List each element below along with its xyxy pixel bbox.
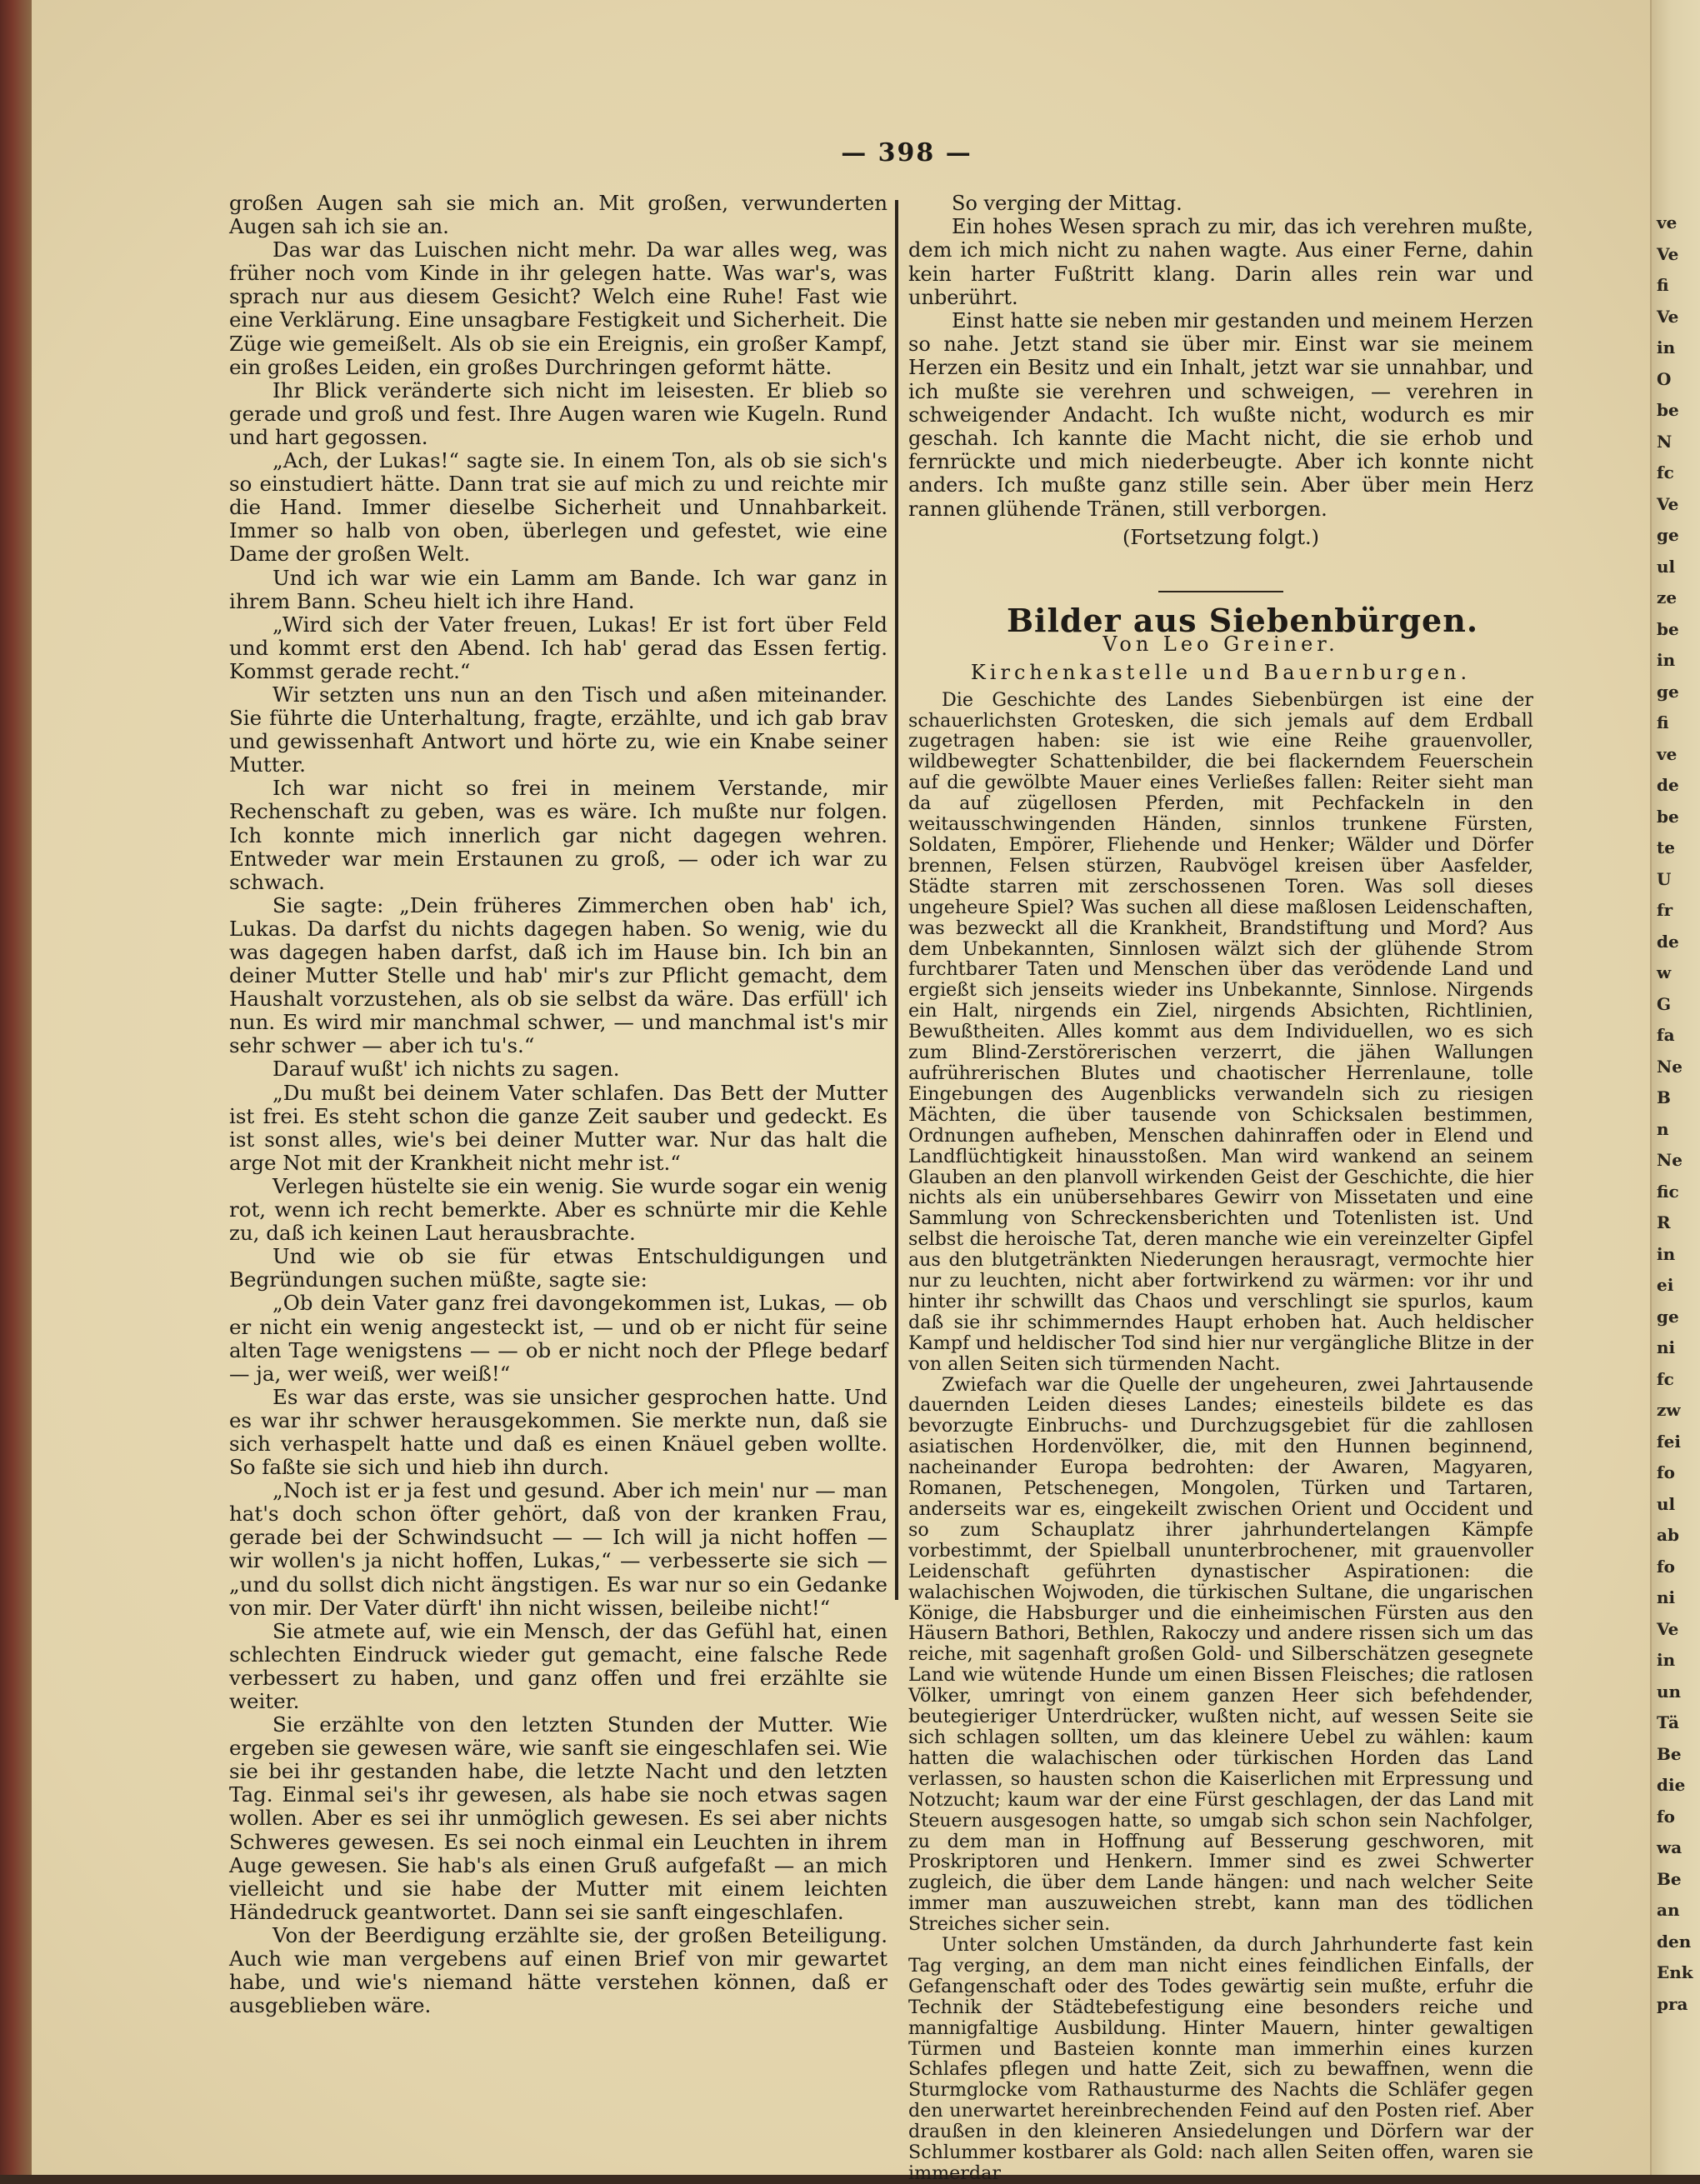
next-page-fragment: fo [1657,1556,1675,1577]
story-continuation [908,192,1533,521]
next-page-fragment: ve [1657,743,1678,764]
next-page-fragment: de [1657,931,1679,952]
article-title: Bilder aus Siebenbürgen. [1006,602,1479,640]
next-page-fragment: fi [1657,712,1669,732]
story-paragraph: So verging der Mittag. [952,192,1182,215]
story-paragraph: Ein hohes Wesen sprach zu mir, das ich verehren mußte, dem ich mich nicht zu nahen wagte. Aus einer Ferne, dahin kein harter Fußtritt klang. Darin alles rein war und unberührt. [908,215,1533,309]
next-page-fragment: n [1657,1118,1669,1139]
next-page-fragment: ni [1657,1587,1676,1607]
next-page-fragment: ze [1657,587,1678,607]
next-page-fragment: be [1657,806,1679,827]
next-page-fragment: Ne [1657,1150,1683,1170]
next-page-fragment: in [1657,1243,1676,1264]
next-page-fragment: fo [1657,1462,1675,1482]
next-page-fragment: an [1657,1900,1680,1920]
left-paragraph: Darauf wußt' ich nichts zu sagen. [272,1057,620,1082]
story-paragraph: Einst hatte sie neben mir gestanden und meinem Herzen so nahe. Jetzt stand sie über mir. Einst war sie meinem Herzen ein Besitz und ein Inhalt, jetzt war sie unnahbar, und ich mußte sie verehren und schweigen, — verehren in schweigender Andacht. Ich wußte nicht, wodurch es mir geschah. Ich kannte die Macht nicht, die sie erhob und fernrückte und mich niederbeugte. Aber ich konnte nicht anders. Ich mußte ganz stille sein. Aber über mein Herz rannen glühende Tränen, still verborgen. [908,309,1533,521]
left-paragraph: „Ach, der Lukas!“ sagte sie. In einem Ton, als ob sie sich's so einstudiert hätte. Dann trat sie auf mich zu und reichte mir die Hand. Immer dieselbe Sicherheit und Unnahbarkeit. Immer so halb von oben, überlegen und gefestet, wie eine Dame der großen Welt. [229,448,888,567]
next-page-fragment: in [1657,650,1676,670]
next-page-fragment: Be [1657,1868,1682,1889]
next-page-fragment: wa [1657,1837,1682,1857]
next-page-fragment: O [1657,368,1672,389]
next-page-fragment: ei [1657,1275,1674,1295]
left-paragraph: „Du mußt bei deinem Vater schlafen. Das Bett der Mutter ist frei. Es steht schon die ganze Zeit sauber und gedeckt. Es ist sonst alles, wie's bei deiner Mutter war. Nur das halt die arge Not mit der Krankheit nicht mehr ist.“ [229,1080,888,1175]
next-page-fragment: fei [1657,1431,1681,1452]
next-page-fragment: Ve [1657,1618,1679,1639]
next-page-fragment: ge [1657,525,1679,545]
next-page-fragment: U [1657,868,1672,889]
left-paragraph: „Ob dein Vater ganz frei davongekommen ist, Lukas, — ob er nicht ein wenig angesteckt ist, — und ob er nicht für seine alten Tage wenigstens — — ob er nicht noch der Pflege bedarf — ja, wer weiß, wer weiß!“ [229,1291,888,1386]
next-page-fragment: die [1657,1775,1686,1795]
next-page-fragment: Ve [1657,493,1679,514]
next-page-fragment: R [1657,1212,1671,1232]
left-paragraph: Das war das Luischen nicht mehr. Da war alles weg, was früher noch vom Kinde in ihr gelegen hatte. Was war's, was sprach nur aus diesem Gesicht? Welch eine Ruhe! Fast wie eine Verklärung. Eine unsagbare Festigkeit und Sicherheit. Die Züge wie gemeißelt. Als ob sie ein Ereignis, ein großer Kampf, ein großes Leiden, ein großes Durchringen geformt hätte. [229,237,888,379]
left-paragraph: „Noch ist er ja fest und gesund. Aber ich mein' nur — man hat's doch schon öfter gehört, daß von der kranken Frau, gerade bei der Schwindsucht — — Ich will ja nicht hoffen — wir wollen's ja nicht hoffen, Lukas,“ — verbesserte sie sich — „und du sollst dich nicht ängstigen. Es war nur so ein Gedanke von mir. Der Vater dürft' ihn nicht wissen, beileibe nicht!“ [229,1478,888,1620]
next-page-fragment: w [1657,962,1672,982]
next-page-fragment: ge [1657,681,1679,702]
left-paragraph: „Wird sich der Vater freuen, Lukas! Er ist fort über Feld und kommt erst den Abend. Ich hab' gerad das Essen fertig. Kommst gerade recht.“ [229,612,888,683]
left-paragraph: Es war das erste, was sie unsicher gesprochen hatte. Und es war ihr schwer herausgekommen. Sie merkte nun, daß sie sich verhaspelt hatte und daß es einen Knäuel geben wollte. So faßte sie sich und hieb ihn durch. [229,1384,888,1480]
next-page-fragment: pra [1657,1993,1688,2014]
left-paragraph: Verlegen hüstelte sie ein wenig. Sie wurde sogar ein wenig rot, wenn ich recht bemerkte. Aber es schnürte mir die Kehle zu, daß ich keinen Laut herausbrachte. [229,1173,888,1246]
next-page-fragment: ul [1657,1493,1676,1514]
article-paragraph: Zwiefach war die Quelle der ungeheuren, zwei Jahrtausende dauernden Leiden dieses Landes; einesteils bildete es das bevorzugte Einbruchs- und Durchzugsgebiet für die zahllosen asiatischen Hordenvölker, die, mit den Hunnen beginnend, nacheinander Europa bedrohten: der Awaren, Magyaren, Romanen, Petschenegen, Mongolen, Türken und Tartaren, anderseits war es, eingekeilt zwischen Orient und Occident und so zum Schauplatz ihrer jahrhundertelangen Kämpfe vorbestimmt, der Spielball ununterbrochener, mit grauenvoller Leidenschaft geführten dynastischer Aspirationen: die walachischen Wojwoden, die türkischen Sultane, die ungarischen Könige, die Habsburger und die einheimischen Fürsten aus den Häusern Bathori, Bethlen, Rakoczy und andere rissen sich um das reiche, mit sagenhaft großen Gold- und Silberschätzen gesegnete Land wie wütende Hunde um einen Bissen Fleisches; die ratlosen Völker, umringt von einem ganzen Heer sich befehdender, beutegieriger Unterdrücker, wußten nicht, auf wessen Seite sie sich schlagen sollten, um das kleinere Uebel zu wählen: kaum hatten die walachischen oder türkischen Horden das Land verlassen, so hausten schon die Kaiserlichen mit Erpressung und Notzucht; kaum war der eine Fürst geschlagen, der das Land mit Steuern ausgesogen hatte, so umgab sich schon sein Nachfolger, zu dem man in Hoffnung auf Besserung geschworen, mit Proskriptoren und Henkern. Immer sind es zwei Schwerter zugleich, die über dem Lande hängen: und nach welcher Seite immer man auszuweichen strebt, kann man des tödlichen Streiches sicher sein. [908,1373,1533,1936]
next-page-fragment: Be [1657,1743,1682,1764]
next-page-fragment: fic [1657,1181,1679,1202]
next-page-fragment: fc [1657,462,1674,482]
next-page-fragment: ni [1657,1337,1676,1357]
left-paragraph: Und ich war wie ein Lamm am Bande. Ich war ganz in ihrem Bann. Scheu hielt ich ihre Hand. [229,565,888,613]
left-paragraph: Sie atmete auf, wie ein Mensch, der das Gefühl hat, einen schlechten Eindruck wieder gut gemacht, eine falsche Rede verbessert zu haben, und ganz offen und frei erzählte sie weiter. [229,1618,888,1713]
next-page-fragment: Ne [1657,1056,1683,1077]
article-body [908,690,1533,2184]
left-paragraph: großen Augen sah sie mich an. Mit großen, verwunderten Augen sah ich sie an. [229,191,888,239]
next-page-fragment: fa [1657,1025,1675,1045]
next-page-fragment: fr [1657,900,1673,920]
next-page-fragment: Ve [1657,243,1679,264]
next-page-fragment: N [1657,431,1672,452]
next-page-fragment: Tä [1657,1712,1679,1732]
right-column [908,192,1533,2184]
newspaper-page [32,0,1693,2184]
left-paragraph: Von der Beerdigung erzählte sie, der großen Beteiligung. Auch wie man vergebens auf einen Brief von mir gewartet habe, und wie's niemand hätte verstehen können, daß er ausgeblieben wäre. [229,1922,888,2018]
article-paragraph: Die Geschichte des Landes Siebenbürgen ist eine der schauerlichsten Grotesken, die sich jemals auf dem Erdball zugetragen haben: sie ist wie eine Reihe grauenvoller, wildbewegter Schattenbilder, die bei flackerndem Feuerschein auf die gewölbte Mauer eines Verließes fallen: Reiter sieht man da auf zügellosen Pferden, mit Pechfackeln in den weitausschwingenden Händen, sinnlos trunkene Fürsten, Soldaten, Empörer, Fliehende und Henker; Wälder und Dörfer brennen, Felsen stürzen, Raubvögel kreisen über Aasfelder, Städte starren mit zerschossenen Toren. Was soll dieses ungeheure Spiel? Was suchen all diese maßlosen Leidenschaften, was bezweckt all die Krankheit, Brandstiftung und Mord? Aus dem Unbekannten, Sinnlosen wälzt sich der glühende Strom furchtbarer Taten und Menschen über das verödende Land und ergießt sich jenseits wieder ins Unbekannte, Sinnlose. Nirgends ein Halt, nirgends ein Ziel, nirgends Absichten, Richtlinien, Bewußtheiten. Alles kommt aus dem Individuellen, wo es sich zum Blind-Zerstörerischen verzerrt, die jähen Wallungen aufrührerischen Blutes und chaotischer Herrenlaune, tolle Eingebungen des Augenblicks verwandeln sich zu riesigen Mächten, die über tausende von Schicksalen bestimmen, Ordnungen aufheben, Menschen dahinraffen oder in Elend und Landflüchtigkeit hinausstoßen. Man wird wankend an seinem Glauben an den planvoll wirkenden Geist der Geschichte, die hier nichts als ein unübersehbares Gewirr von Missetaten und eine Sammlung von Schreckensberichten und Totenlisten ist. Und selbst die heroische Tat, deren manche wie ein vereinzelter Gipfel aus den blutgetränkten Niederungen herausragt, vermochte hier nur zu leuchten, nicht aber fortwirkend zu wärmen: vor ihr und hinter ihr schwillt das Chaos und verschlingt sie spurlos, kaum daß sie ihr schimmerndes Haupt erhoben hat. Auch heldischer Kampf und heldischer Tod sind hier nur vergängliche Blitze in der von allen Seiten sich türmenden Nacht. [908,688,1533,1375]
next-page-fragment: de [1657,775,1679,795]
left-paragraph: Sie erzählte von den letzten Stunden der Mutter. Wie ergeben sie gewesen wäre, wie sanft sie eingeschlafen sei. Wie sie bei ihr gestanden habe, die letzte Nacht und den letzten Tag. Einmal sei's ihr gewesen, als habe sie noch etwas sagen wollen. Aber es sei ihr unmöglich gewesen. Es sei aber nichts Schweres gewesen. Es sei noch einmal ein Leuchten in ihrem Auge gewesen. Sie hab's als einen Gruß aufgefaßt — an mich vielleicht und sie habe der Mutter mit einem leichten Händedruck geantwortet. Dann sei sie sanft eingeschlafen. [229,1712,888,1924]
page-number: — 398 — [841,138,972,167]
next-page-fragment: fc [1657,1368,1674,1389]
article-paragraph: Unter solchen Umständen, da durch Jahrhunderte fast kein Tag verging, an dem man nicht eines feindlichen Einfalls, der Gefangenschaft oder des Todes gewärtig sein mußte, erfuhr die Technik der Städtebefestigung eine besonders reiche und mannigfaltige Ausbildung. Hinter Mauern, hinter gewaltigen Türmen und Basteien konnte man immerhin eines kurzen Schlafes pflegen und hatte Zeit, sich zu bewaffnen, wenn die Sturmglocke vom Rathausturme des Nachts die Schläfer gegen den unerwartet hereinbrechenden Feind auf den Posten rief. Aber draußen in den kleineren Ansiedelungen und Dörfern war der Schlummer kostbarer als Gold: nach allen Seiten offen, waren sie immerdar [908,1934,1533,2184]
article-subtitle: Kirchenkastelle und Bauernburgen. [970,661,1472,685]
next-page-fragment: fi [1657,275,1669,295]
next-page-fragment: fo [1657,1806,1675,1827]
next-page-fragment: zw [1657,1400,1681,1420]
next-page-fragment: in [1657,1650,1676,1670]
next-page-fragment: B [1657,1087,1671,1107]
next-page-fragment: den [1657,1931,1692,1952]
left-paragraph: Ich war nicht so frei in meinem Verstande, mir Rechenschaft zu geben, was es wäre. Ich mußte nur folgen. Ich konnte mich innerlich gar nicht dagegen wehren. Entweder war mein Erstaunen zu groß, — oder ich war zu schwach. [229,776,888,894]
next-page-fragment: ab [1657,1525,1679,1545]
next-page-fragment: be [1657,618,1679,639]
continued-note: (Fortsetzung folgt.) [1122,525,1319,549]
next-page-fragment: te [1657,837,1675,857]
next-page-edge [1650,0,1700,2175]
left-paragraph: Und wie ob sie für etwas Entschuldigungen und Begründungen suchen müßte, sagte sie: [229,1244,888,1292]
next-page-fragment: in [1657,337,1676,357]
book-binding [0,0,32,2175]
next-page-fragment: un [1657,1681,1682,1702]
title-rule [1158,591,1283,592]
next-page-fragment: be [1657,400,1679,420]
next-page-fragment: ve [1657,212,1678,232]
next-page-fragment: Enk [1657,1962,1693,1982]
article-author: Von Leo Greiner. [1102,632,1339,657]
left-paragraph: Ihr Blick veränderte sich nicht im leisesten. Er blieb so gerade und groß und fest. Ihre Augen waren wie Kugeln. Rund und hart gegossen. [229,377,888,449]
column-divider [895,200,898,1600]
left-paragraph: Sie sagte: „Dein früheres Zimmerchen oben hab' ich, Lukas. Da darfst du nichts dagegen haben. So wenig, wie du was dagegen haben darfst, daß ich im Hause bin. Ich bin an deiner Mutter Stelle und hab' mir's zur Pflicht gemacht, dem Haushalt vorzustehen, als ob sie selbst da wäre. Das erfüll' ich nun. Es wird mir manchmal schwer, — und manchmal ist's mir sehr schwer — aber ich tu's.“ [229,892,888,1058]
left-paragraph: Wir setzten uns nun an den Tisch und aßen miteinander. Sie führte die Unterhaltung, fragte, erzählte, und ich gab brav und gewissenhaft Antwort und hörte zu, wie ein Knabe seiner Mutter. [229,682,888,777]
next-page-fragment: Ve [1657,306,1679,327]
next-page-fragment: ge [1657,1306,1679,1327]
left-column [229,192,888,2017]
next-page-fragment: G [1657,993,1672,1014]
next-page-fragment: ul [1657,556,1676,577]
